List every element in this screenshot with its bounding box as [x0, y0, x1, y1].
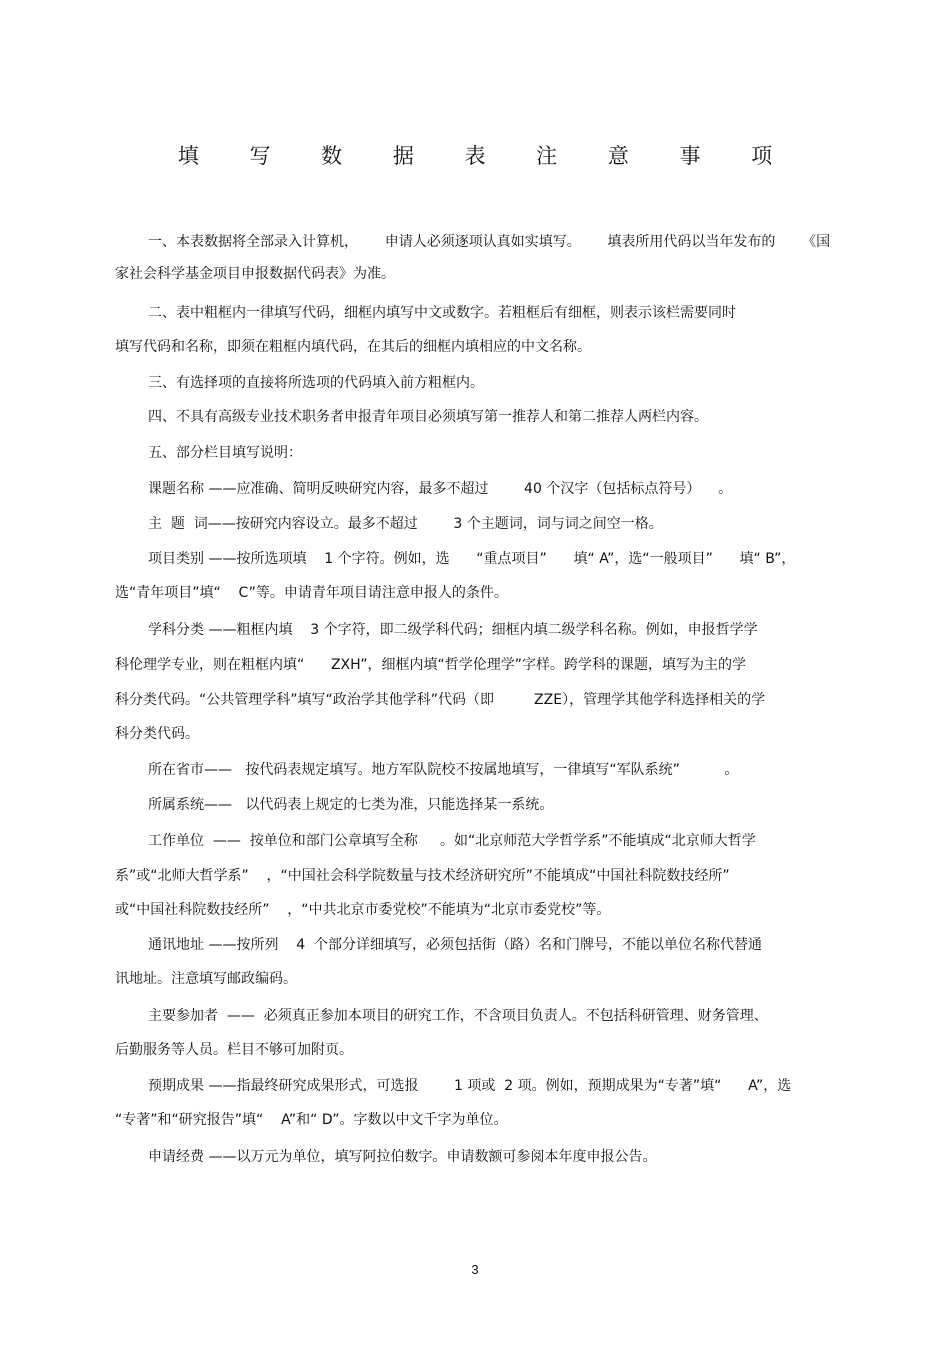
paragraph-line: 科分类代码。 — [115, 726, 199, 742]
paragraph-line: 后勤服务等人员。栏目不够可加附页。 — [115, 1042, 353, 1058]
paragraph-line: 选“青年项目”填“ C”等。申请青年项目请注意申报人的条件。 — [115, 585, 508, 601]
paragraph-line: 科分类代码。“公共管理学科”填写“政治学其他学科”代码（即 ZZE），管理学其他学科选择相关的学 — [115, 692, 766, 708]
paragraph-line: 工作单位 —— 按单位和部门公章填写全称 。如“北京师范大学哲学系”不能填成“北京师大哲学 — [148, 833, 756, 849]
paragraph-line: “专著”和“研究报告”填“ A”和“ D”。字数以中文千字为单位。 — [115, 1112, 508, 1128]
paragraph-line: 预期成果 ——指最终研究成果形式，可选报 1 项或 2 项。例如，预期成果为“专著”填“ A”，选 — [148, 1078, 792, 1094]
paragraph-line: 申请经费 ——以万元为单位，填写阿拉伯数字。申请数额可参阅本年度申报公告。 — [148, 1149, 657, 1165]
paragraph-line: 五、部分栏目填写说明： — [148, 445, 302, 461]
paragraph-line: 课题名称 ——应准确、简明反映研究内容，最多不超过 40 个汉字（包括标点符号） 。 — [148, 481, 733, 497]
paragraph-line: 所属系统—— 以代码表上规定的七类为准，只能选择某一系统。 — [148, 797, 554, 813]
paragraph-line: 主要参加者 —— 必须真正参加本项目的研究工作，不含项目负责人。不包括科研管理、财务管理、 — [148, 1008, 768, 1024]
page-number: 3 — [471, 1262, 479, 1277]
paragraph-line: 填写代码和名称，即须在粗框内填代码，在其后的细框内填相应的中文名称。 — [115, 339, 591, 355]
paragraph-line: 讯地址。注意填写邮政编码。 — [115, 971, 297, 987]
paragraph-line: 项目类别 ——按所选项填 1 个字符。例如，选 “重点项目” 填“ A”，选“一般项目” 填“ B”， — [148, 551, 796, 567]
page-title: 填 写 数 据 表 注 意 事 项 — [177, 144, 795, 168]
paragraph-line: 主 题 词——按研究内容设立。最多不超过 3 个主题词，词与词之间空一格。 — [148, 516, 663, 532]
paragraph-line: 四、不具有高级专业技术职务者申报青年项目必须填写第一推荐人和第二推荐人两栏内容。 — [148, 409, 708, 425]
paragraph-line: 一、本表数据将全部录入计算机， 申请人必须逐项认真如实填写。 填表所用代码以当年发布的 《国 — [148, 234, 831, 250]
paragraph-line: 系”或“北师大哲学系” ，“中国社会科学院数量与技术经济研究所”不能填成“中国社科院数技经所” — [115, 868, 730, 884]
paragraph-line: 所在省市—— 按代码表规定填写。地方军队院校不按属地填写，一律填写“军队系统” 。 — [148, 762, 739, 778]
paragraph-line: 二、表中粗框内一律填写代码，细框内填写中文或数字。若粗框后有细框，则表示该栏需要同时 — [148, 305, 736, 321]
paragraph-line: 通讯地址 ——按所列 4 个部分详细填写，必须包括街（路）名和门牌号，不能以单位名称代替通 — [148, 937, 763, 953]
paragraph-line: 学科分类 ——粗框内填 3 个字符，即二级学科代码；细框内填二级学科名称。例如，申报哲学学 — [148, 622, 758, 638]
paragraph-line: 或“中国社科院数技经所” ，“中共北京市委党校”不能填为“北京市委党校”等。 — [115, 902, 611, 918]
paragraph-line: 家社会科学基金项目申报数据代码表》为准。 — [115, 266, 395, 282]
paragraph-line: 三、有选择项的直接将所选项的代码填入前方粗框内。 — [148, 375, 484, 391]
paragraph-line: 科伦理学专业，则在粗框内填“ ZXH”，细框内填“哲学伦理学”字样。跨学科的课题，填写为主的学 — [115, 657, 746, 673]
